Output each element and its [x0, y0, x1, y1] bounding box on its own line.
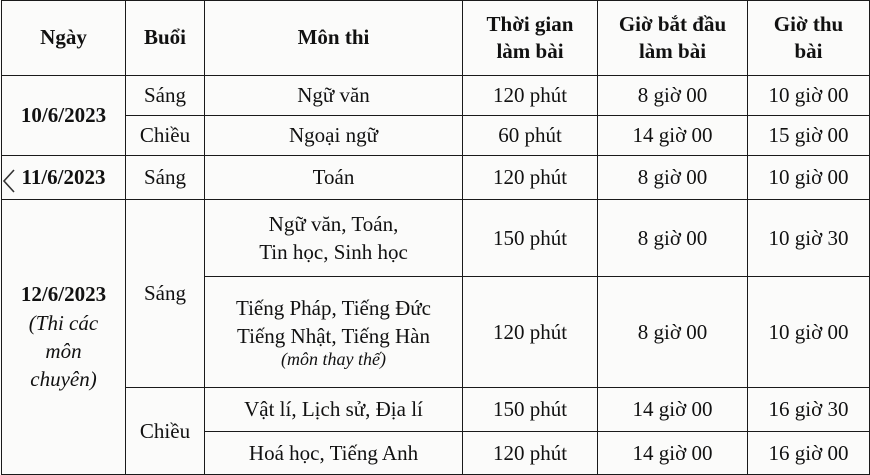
start-time-cell: 8 giờ 00	[598, 156, 748, 200]
subject-line-2: Tiếng Nhật, Tiếng Hàn	[237, 324, 430, 349]
end-time-cell: 15 giờ 00	[748, 116, 870, 156]
end-time-cell: 10 giờ 30	[748, 200, 870, 277]
header-end-line-2: bài	[794, 39, 823, 63]
date-cell: 10/6/2023	[2, 76, 126, 156]
start-time-cell: 8 giờ 00	[598, 277, 748, 388]
header-end	[748, 1, 870, 76]
subject-cell: Toán	[205, 156, 463, 200]
end-time-cell: 16 giờ 30	[748, 388, 870, 432]
end-time-cell: 10 giờ 00	[748, 156, 870, 200]
subject-cell: Hoá học, Tiếng Anh	[205, 432, 463, 475]
table-row	[2, 116, 870, 156]
duration-cell: 60 phút	[463, 116, 598, 156]
table-row	[2, 156, 870, 200]
table-row	[2, 76, 870, 116]
date-text: 12/6/2023	[20, 282, 107, 307]
duration-cell: 120 phút	[463, 277, 598, 388]
session-cell: Sáng	[126, 76, 205, 116]
end-time-cell: 16 giờ 00	[748, 432, 870, 475]
chevron-left-icon[interactable]	[2, 168, 16, 194]
header-duration-line-2: làm bài	[496, 39, 564, 63]
subject-line-2: Tin học, Sinh học	[259, 240, 408, 264]
header-start	[598, 1, 748, 76]
subject-cell: Ngoại ngữ	[205, 116, 463, 156]
duration-cell: 120 phút	[463, 432, 598, 475]
date-note-line-3: chuyên)	[30, 367, 97, 392]
date-cell: 11/6/2023	[2, 156, 126, 200]
start-time-cell: 14 giờ 00	[598, 116, 748, 156]
header-subject: Môn thi	[205, 1, 463, 76]
duration-cell: 150 phút	[463, 200, 598, 277]
table-row	[2, 200, 870, 277]
header-duration	[463, 1, 598, 76]
subject-cell	[205, 200, 463, 277]
date-cell	[2, 200, 126, 475]
duration-cell: 150 phút	[463, 388, 598, 432]
subject-line-1: Ngữ văn, Toán,	[268, 211, 399, 236]
session-cell: Chiều	[126, 388, 205, 475]
date-note-line-2: môn	[45, 339, 82, 363]
subject-line-1: Tiếng Pháp, Tiếng Đức	[236, 295, 431, 320]
date-note-line-1: (Thi các	[28, 310, 99, 335]
subject-note: (môn thay thế)	[281, 349, 386, 370]
start-time-cell: 8 giờ 00	[598, 76, 748, 116]
duration-cell: 120 phút	[463, 156, 598, 200]
session-cell: Sáng	[126, 200, 205, 388]
start-time-cell: 8 giờ 00	[598, 200, 748, 277]
exam-schedule-table	[1, 0, 870, 475]
duration-cell: 120 phút	[463, 76, 598, 116]
header-end-line-1: Giờ thu	[773, 11, 844, 36]
subject-cell: Vật lí, Lịch sử, Địa lí	[205, 388, 463, 432]
start-time-cell: 14 giờ 00	[598, 388, 748, 432]
session-cell: Chiều	[126, 116, 205, 156]
end-time-cell: 10 giờ 00	[748, 76, 870, 116]
header-row	[2, 1, 870, 76]
header-session: Buổi	[126, 1, 205, 76]
table-row	[2, 388, 870, 432]
header-duration-line-1: Thời gian	[486, 11, 574, 36]
header-date: Ngày	[2, 1, 126, 76]
header-start-line-2: làm bài	[638, 39, 707, 63]
end-time-cell: 10 giờ 00	[748, 277, 870, 388]
header-start-line-1: Giờ bắt đầu	[618, 11, 727, 36]
subject-cell	[205, 277, 463, 388]
subject-cell: Ngữ văn	[205, 76, 463, 116]
start-time-cell: 14 giờ 00	[598, 432, 748, 475]
session-cell: Sáng	[126, 156, 205, 200]
